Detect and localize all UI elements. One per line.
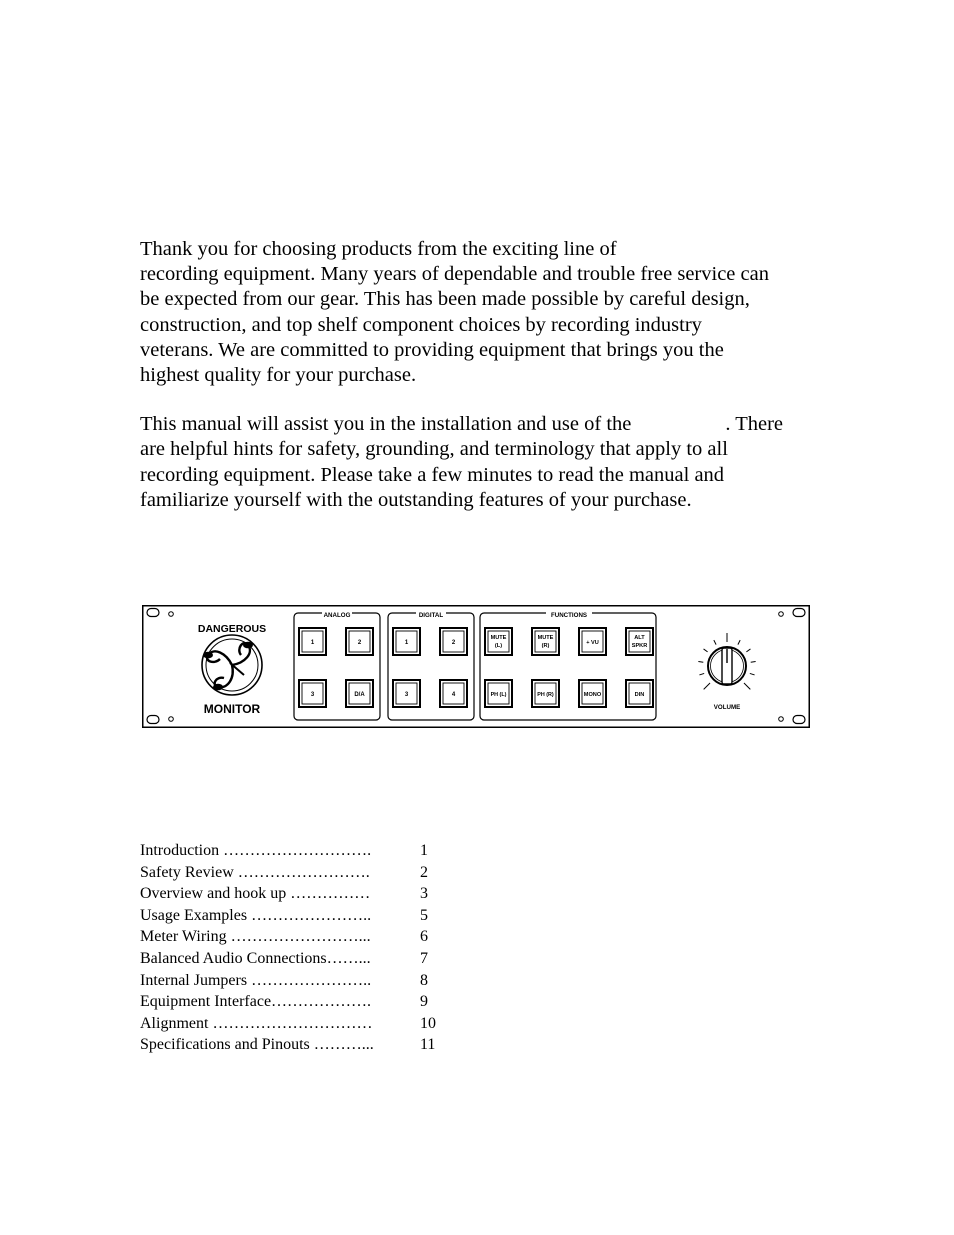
mute-right-button[interactable] [532,628,559,655]
digital-button-3[interactable] [393,680,420,707]
analog-button-1[interactable] [299,628,326,655]
intro-text [140,237,820,513]
intro-paragraph-1 [140,237,820,388]
intro-line: Thank you for choosing products from the exciting line of [140,238,617,260]
mono-button[interactable] [579,680,606,707]
mute-left-button[interactable] [485,628,512,655]
phones-right-label: PH (R) [537,692,554,698]
digital-button-1[interactable] [393,628,420,655]
toc-entry-page: 1 [420,842,428,859]
toc-entry-label: Safety Review ……………………. [140,863,370,881]
intro-line: recording equipment. Many years of dependable and trouble free service can [140,263,769,286]
mute-left-label-line-2: (L) [494,643,503,649]
digital-button-2[interactable] [440,628,467,655]
analog-button-da-label: D/A [354,692,365,698]
alt-speaker-label-line-1: ALT [634,635,645,641]
intro-line: construction, and top shelf component choices by recording industry [140,313,702,336]
analog-button-2-label: 2 [357,640,362,646]
phones-left-label: PH (L) [490,692,507,698]
intro-paragraph-2 [140,412,820,513]
brand-bottom-text: MONITOR [203,702,261,716]
intro-line: familiarize yourself with the outstanding features of your purchase. [140,488,692,511]
mute-right-label-line-1: MUTE [537,635,554,641]
analog-button-da[interactable] [346,680,373,707]
analog-button-3-label: 3 [310,692,315,698]
digital-button-1-label: 1 [404,640,409,646]
front-panel-svg [142,605,810,728]
brand-top-text: DANGEROUS [197,623,267,635]
toc-entry-label: Internal Jumpers ………………….. [140,971,372,989]
toc-entry-page: 2 [420,863,428,881]
din-button[interactable] [626,680,653,707]
functions-group-label: FUNCTIONS [550,612,588,619]
volume-knob[interactable] [708,647,746,685]
analog-button-3[interactable] [299,680,326,707]
phones-right-button[interactable] [532,680,559,707]
intro-line: be expected from our gear. This has been made possible by careful design, [140,288,750,311]
toc-entry-page: 9 [420,993,428,1011]
intro-line: highest quality for your purchase. [140,364,417,387]
toc-entry-page: 7 [420,949,428,967]
toc-entry-label: Overview and hook up …………… [140,885,371,903]
toc-entry-label: Alignment ………………………… [140,1014,373,1032]
intro-line: veterans. We are committed to providing equipment that brings you the [140,338,724,361]
toc-entry-page: 5 [420,906,428,924]
digital-group-label: DIGITAL [418,612,444,619]
analog-button-2[interactable] [346,628,373,655]
intro-line: are helpful hints for safety, grounding, and terminology that apply to all [140,438,728,461]
mute-left-label-line-1: MUTE [490,635,507,641]
toc-entry-label: Specifications and Pinouts ………... [140,1036,374,1054]
intro-line-part: . There [725,413,784,436]
digital-button-4[interactable] [440,680,467,707]
toc-entry-page: 11 [420,1036,436,1054]
mute-right-label-line-2: (R) [541,643,550,649]
intro-line: recording equipment. Please take a few minutes to read the manual and [140,463,725,486]
intro-line [140,412,820,437]
digital-button-4-label: 4 [451,692,456,698]
mono-label: MONO [583,692,602,698]
phones-left-button[interactable] [485,680,512,707]
intro-line-part: This manual will assist you in the installation and use of the [140,413,632,436]
analog-button-1-label: 1 [310,640,315,646]
toc-entry-label: Equipment Interface………………. [140,993,372,1011]
alt-speaker-label-line-2: SPKR [631,643,648,649]
toc-entry-page: 3 [420,885,428,903]
toc-entry-page: 10 [420,1014,436,1032]
plus-vu-button[interactable] [579,628,606,655]
toc-entry-page: 8 [420,971,428,989]
volume-label: VOLUME [713,704,741,711]
toc-entry-label: Meter Wiring ……………………... [140,928,371,946]
toc-entry-label: Introduction ………………………. [140,842,372,859]
digital-button-3-label: 3 [404,692,409,698]
digital-button-2-label: 2 [451,640,456,646]
front-panel-drawing [142,605,810,728]
toc-entry-page: 6 [420,928,428,946]
toc-entry-label: Usage Examples ………………….. [140,906,372,924]
plus-vu-label: + VU [586,640,599,646]
din-label: DIN [634,692,645,698]
toc-entry-label: Balanced Audio Connections……... [140,949,371,967]
alt-speaker-button[interactable] [626,628,653,655]
analog-group-label: ANALOG [323,612,351,619]
